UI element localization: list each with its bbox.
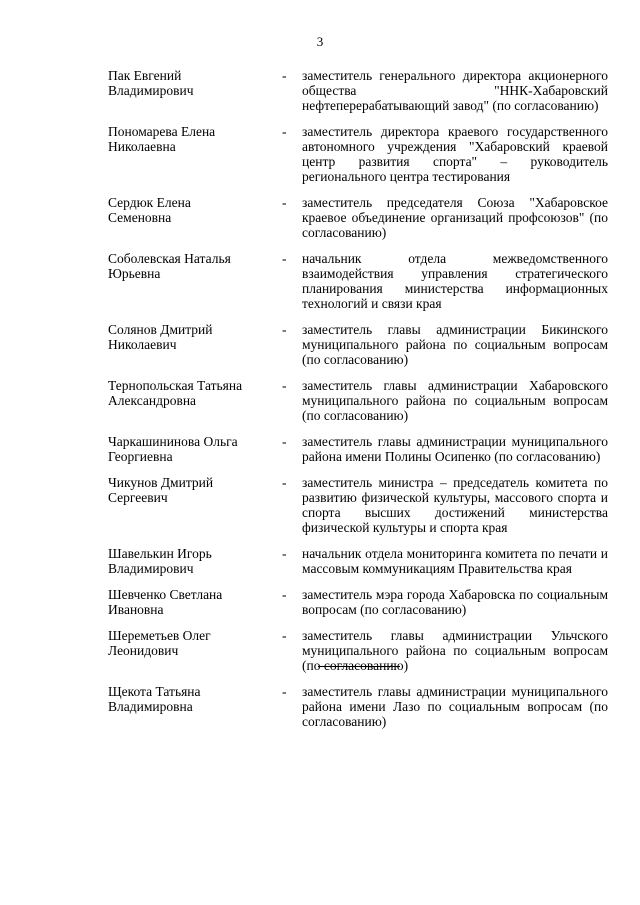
member-position: заместитель министра – председатель комитета по развитию физической культуры, массового спорта и спорта высших достижений министерства физической культуры и спорта края xyxy=(302,475,608,535)
member-row xyxy=(108,475,608,535)
member-patronymic: Владимирович xyxy=(108,83,194,98)
member-row xyxy=(108,322,608,367)
member-name xyxy=(108,378,278,408)
member-name xyxy=(108,475,278,505)
member-patronymic: Николаевич xyxy=(108,337,177,352)
member-surname-name: Шевченко Светлана xyxy=(108,587,223,602)
member-position: заместитель генерального директора акционерного общества "ННК-Хабаровский нефтеперерабатывающий завод" (по согласованию) xyxy=(302,68,608,113)
member-row xyxy=(108,195,608,240)
member-row xyxy=(108,684,608,729)
member-surname-name: Шереметьев Олег xyxy=(108,628,211,643)
member-surname-name: Соболевская Наталья xyxy=(108,251,231,266)
member-name xyxy=(108,124,278,154)
dash-separator: - xyxy=(282,587,287,602)
member-surname-name: Сердюк Елена xyxy=(108,195,191,210)
dash-separator: - xyxy=(282,546,287,561)
member-list xyxy=(108,68,608,740)
member-row xyxy=(108,434,608,464)
dash-separator: - xyxy=(282,684,287,699)
member-patronymic: Ивановна xyxy=(108,602,164,617)
member-position: начальник отдела мониторинга комитета по печати и массовым коммуникациям Правительства края xyxy=(302,546,608,576)
member-name xyxy=(108,68,278,98)
member-patronymic: Николаевна xyxy=(108,139,176,154)
member-name xyxy=(108,251,278,281)
member-position: заместитель главы администрации Хабаровского муниципального района по социальным вопросам (по согласованию) xyxy=(302,378,608,423)
member-name xyxy=(108,322,278,352)
member-position: заместитель председателя Союза "Хабаровское краевое объединение организаций профсоюзов" (по согласованию) xyxy=(302,195,608,240)
page-number: 3 xyxy=(316,34,324,49)
member-patronymic: Владимирович xyxy=(108,561,194,576)
member-name xyxy=(108,628,278,658)
member-row xyxy=(108,546,608,576)
dash-separator: - xyxy=(282,195,287,210)
dash-separator: - xyxy=(282,251,287,266)
member-row xyxy=(108,587,608,617)
member-position: заместитель главы администрации Ульчского муниципального района по социальным вопросам (по согласованию) xyxy=(302,628,608,673)
member-patronymic: Александровна xyxy=(108,393,197,408)
dash-separator: - xyxy=(282,628,287,643)
member-position: заместитель главы администрации Бикинского муниципального района по социальным вопросам (по согласованию) xyxy=(302,322,608,367)
dash-separator: - xyxy=(282,124,287,139)
member-patronymic: Георгиевна xyxy=(108,449,173,464)
member-patronymic: Юрьевна xyxy=(108,266,161,281)
member-position: заместитель главы администрации муниципального района имени Полины Осипенко (по согласованию) xyxy=(302,434,608,464)
dash-separator: - xyxy=(282,434,287,449)
member-surname-name: Шавелькин Игорь xyxy=(108,546,212,561)
member-surname-name: Щекота Татьяна xyxy=(108,684,201,699)
member-position: заместитель мэра города Хабаровска по социальным вопросам (по согласованию) xyxy=(302,587,608,617)
member-name xyxy=(108,587,278,617)
member-row xyxy=(108,378,608,423)
member-surname-name: Пак Евгений xyxy=(108,68,182,83)
member-surname-name: Тернопольская Татьяна xyxy=(108,378,243,393)
dash-separator: - xyxy=(282,322,287,337)
dash-separator: - xyxy=(282,68,287,83)
member-patronymic: Семеновна xyxy=(108,210,172,225)
member-name xyxy=(108,684,278,714)
member-name xyxy=(108,434,278,464)
member-patronymic: Сергеевич xyxy=(108,490,168,505)
dash-separator: - xyxy=(282,378,287,393)
member-surname-name: Чикунов Дмитрий xyxy=(108,475,214,490)
member-position: заместитель директора краевого государственного автономного учреждения "Хабаровский краевой центр развития спорта" – руководитель регионального центра тестирования xyxy=(302,124,608,184)
member-position: начальник отдела межведомственного взаимодействия управления стратегического планирования министерства информационных технологий и связи края xyxy=(302,251,608,311)
closing-rule xyxy=(318,666,400,667)
member-patronymic: Леонидович xyxy=(108,643,179,658)
member-position: заместитель главы администрации муниципального района имени Лазо по социальным вопросам (по согласованию) xyxy=(302,684,608,729)
member-patronymic: Владимировна xyxy=(108,699,193,714)
member-row xyxy=(108,251,608,311)
dash-separator: - xyxy=(282,475,287,490)
member-row xyxy=(108,68,608,113)
member-surname-name: Солянов Дмитрий xyxy=(108,322,213,337)
member-surname-name: Чаркашининова Ольга xyxy=(108,434,238,449)
member-name xyxy=(108,546,278,576)
member-row xyxy=(108,124,608,184)
member-surname-name: Пономарева Елена xyxy=(108,124,216,139)
member-name xyxy=(108,195,278,225)
